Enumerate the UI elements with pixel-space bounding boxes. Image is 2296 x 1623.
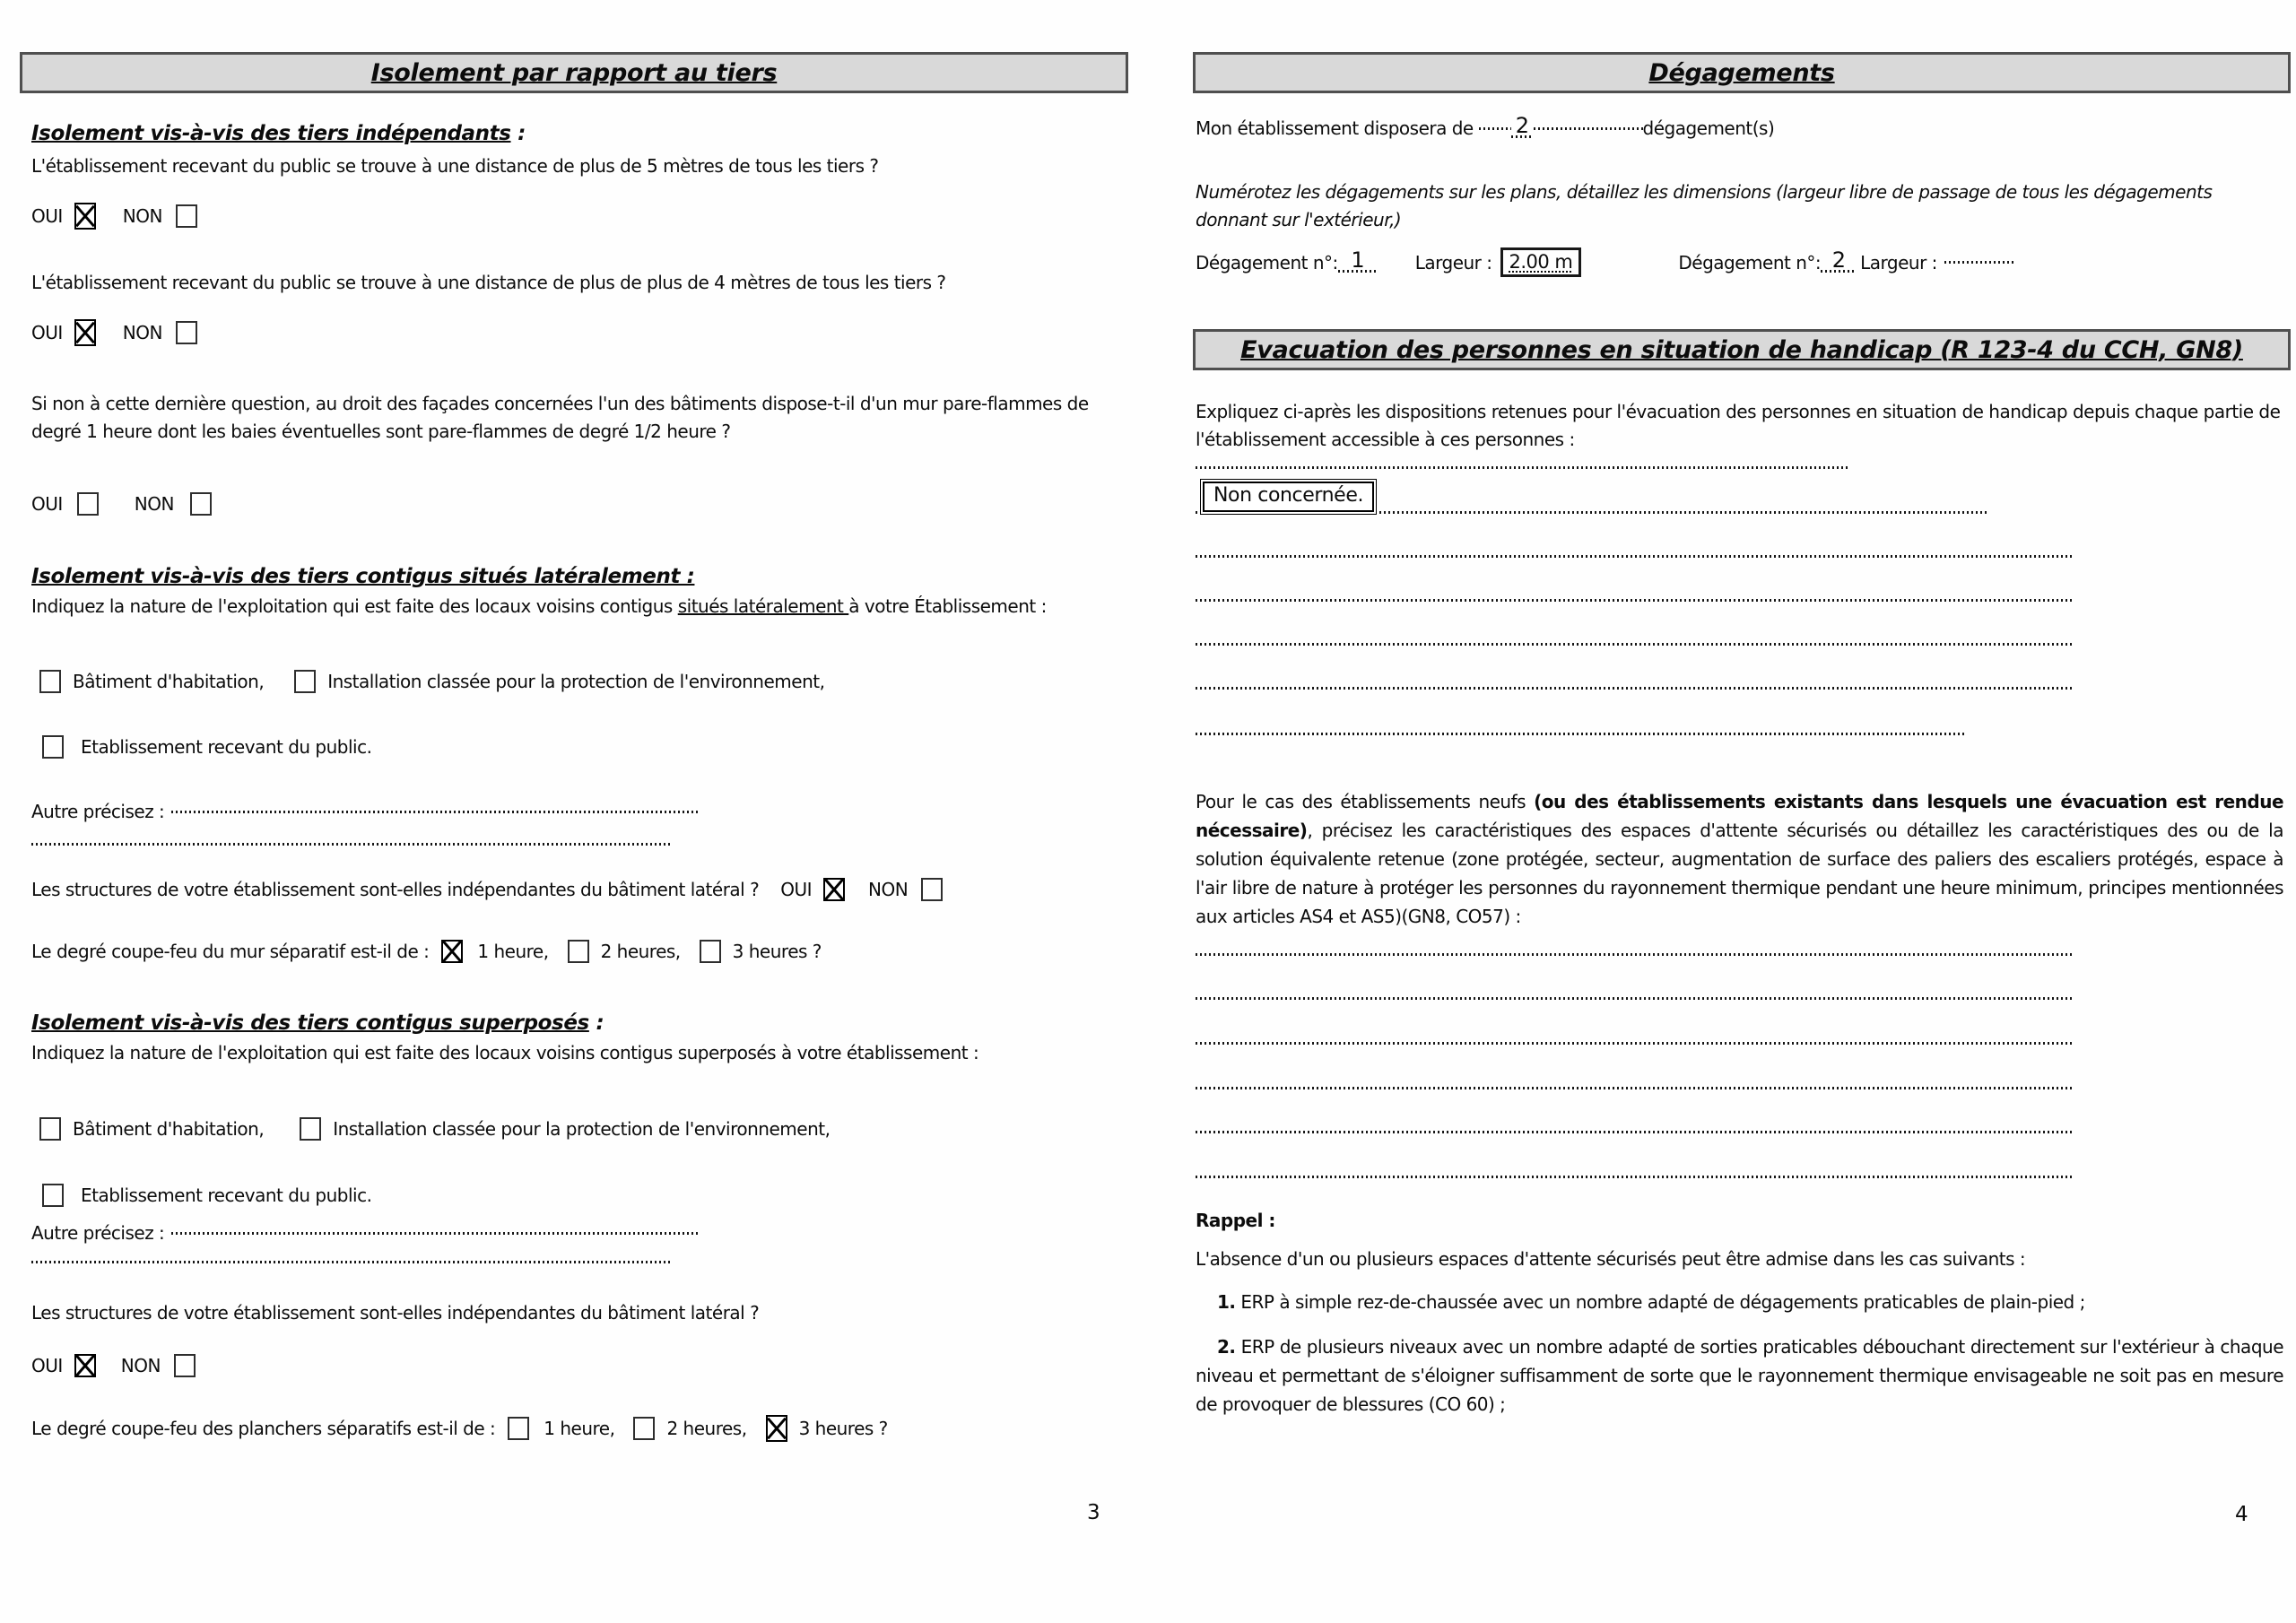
label-lat-habitation: Bâtiment d'habitation,: [73, 671, 265, 692]
non-label: NON: [120, 1355, 161, 1376]
checkbox-mur-3h[interactable]: [700, 940, 721, 963]
answer-line[interactable]: [1196, 555, 2073, 558]
checkbox-plancher-2h[interactable]: [633, 1417, 655, 1440]
answer-line[interactable]: [1196, 466, 1848, 469]
checkbox-lat-erp[interactable]: [42, 735, 64, 759]
degagement-2-value[interactable]: 2: [1821, 249, 1857, 273]
answer-line[interactable]: [1196, 599, 2073, 602]
checkbox-4m-oui[interactable]: [74, 319, 96, 346]
label-sup-habitation: Bâtiment d'habitation,: [73, 1118, 265, 1140]
degagement-1-label: Dégagement n°:: [1196, 251, 1338, 273]
checkbox-mur-1h[interactable]: [441, 940, 463, 963]
checkbox-structures-sup-non[interactable]: [174, 1354, 196, 1377]
checkbox-row-lateralement-2: [42, 735, 371, 759]
degagements-row: [1196, 247, 2014, 277]
degagement-2-label: Dégagement n°:: [1678, 251, 1822, 273]
pour-le-cas-paragraph: Pour le cas des établissements neufs (ou des établissements existants dans lesquels une évacuation est rendue nécessaire), précisez les caractéristiques des espaces d'attente sécurisés ou détaillez les caractéristiques des ou de la solution équivalente retenue (zone protégée, secteur, augmentation de surface des paliers des escaliers protégés, espace à l'air libre de nature à protéger les personnes du rayonnement thermique pendant une heure minimum, principes mentionnées aux articles AS4 et AS5)(GN8, CO57) :: [1196, 791, 2284, 927]
answer-row-murs: [31, 492, 212, 516]
answer-line: [1534, 127, 1643, 130]
checkbox-row-lateralement-1: [39, 670, 824, 693]
label-2-heures: 2 heures,: [600, 941, 681, 962]
intro-lateralement: Indiquez la nature de l'exploitation qui est faite des locaux voisins contigus situés latéralement à votre Établissement :: [31, 595, 1047, 617]
answer-line[interactable]: [1196, 953, 2073, 956]
answer-line: [1479, 127, 1511, 130]
evacuation-header-bar: [1193, 329, 2291, 370]
page-number-left: 3: [1087, 1501, 1100, 1524]
subsection-title-independants: Isolement vis-à-vis des tiers indépendants :: [31, 122, 526, 145]
autre-precisez-lateralement: [31, 801, 699, 822]
answer-line[interactable]: [1196, 1131, 2073, 1133]
answer-line[interactable]: [1944, 261, 2014, 264]
oui-label: OUI: [31, 205, 63, 227]
answer-row-4m: [31, 319, 197, 346]
answer-line[interactable]: [31, 1261, 670, 1263]
label-sup-icpe: Installation classée pour la protection de l'environnement,: [333, 1118, 831, 1140]
answer-line[interactable]: [171, 811, 699, 813]
subsection-title-superposes: Isolement vis-à-vis des tiers contigus superposés :: [31, 1011, 604, 1035]
page-number-right: 4: [2235, 1503, 2248, 1526]
label-3-heures: 3 heures ?: [798, 1418, 888, 1439]
oui-label: OUI: [31, 322, 63, 343]
largeur-2-label: Largeur :: [1860, 251, 1937, 273]
checkbox-structures-lat-oui[interactable]: [823, 878, 845, 901]
non-label: NON: [867, 879, 909, 900]
right-section-header-bar: [1193, 52, 2291, 93]
question-structures-sup: Les structures de votre établissement sont-elles indépendantes du bâtiment latéral ?: [31, 1302, 760, 1324]
right-section-title: Dégagements: [1648, 58, 1835, 87]
answer-line[interactable]: [1196, 733, 1967, 735]
label-1-heure: 1 heure,: [477, 941, 549, 962]
checkbox-row-superposes-2: [42, 1184, 371, 1207]
checkbox-structures-sup-oui[interactable]: [74, 1354, 96, 1377]
non-label: NON: [122, 205, 162, 227]
checkbox-4m-non[interactable]: [176, 321, 197, 344]
answer-row-5m: [31, 203, 197, 230]
checkbox-murs-non[interactable]: [190, 492, 212, 516]
checkbox-murs-oui[interactable]: [77, 492, 99, 516]
answer-row-degre-planchers: [31, 1415, 888, 1442]
non-label: NON: [134, 493, 174, 515]
degagement-1-value[interactable]: 1: [1338, 249, 1378, 273]
largeur-1-label: Largeur :: [1414, 251, 1492, 273]
label-1-heure: 1 heure,: [544, 1418, 615, 1439]
answer-line[interactable]: [1196, 1042, 2073, 1045]
oui-label: OUI: [780, 879, 812, 900]
answer-row-structures-sup: [31, 1354, 196, 1377]
disposera-row: [1196, 113, 1775, 140]
left-section-title: Isolement par rapport au tiers: [370, 58, 778, 87]
rappel-label: Rappel :: [1196, 1210, 1275, 1231]
absence-text: L'absence d'un ou plusieurs espaces d'attente sécurisés peut être admise dans les cas suivants :: [1196, 1248, 2026, 1270]
answer-line[interactable]: [171, 1232, 699, 1235]
disposera-value[interactable]: 2: [1511, 115, 1534, 138]
note-numerotez: Numérotez les dégagements sur les plans, détaillez les dimensions (largeur libre de passage de tous les dégagements donnant sur l'extérieur,): [1196, 181, 2213, 230]
checkbox-row-superposes-1: [39, 1117, 830, 1141]
evacuation-title: Evacuation des personnes en situation de handicap (R 123-4 du CCH, GN8): [1240, 335, 2243, 364]
checkbox-structures-lat-non[interactable]: [921, 878, 943, 901]
rappel-item-1: 1. ERP à simple rez-de-chaussée avec un nombre adapté de dégagements praticables de plain-pied ;: [1217, 1291, 2085, 1313]
checkbox-5m-non[interactable]: [176, 204, 197, 228]
rappel-item-2: 2. ERP de plusieurs niveaux avec un nombre adapté de sorties praticables débouchant directement sur l'extérieur à chaque niveau et permettant de s'éloigner suffisamment de sorte que le rayonnement thermique envisageable ne soit pas en mesure de provoquer de blessures (CO 60) ;: [1196, 1336, 2283, 1415]
answer-line[interactable]: [1196, 997, 2073, 1000]
question-5m: L'établissement recevant du public se trouve à une distance de plus de 5 mètres de tous les tiers ?: [31, 155, 879, 177]
question-degre-mur: Le degré coupe-feu du mur séparatif est-il de :: [31, 941, 430, 962]
checkbox-sup-erp[interactable]: [42, 1184, 64, 1207]
checkbox-lat-icpe[interactable]: [294, 670, 316, 693]
label-lat-erp: Etablissement recevant du public.: [81, 736, 372, 758]
question-structures-lat: Les structures de votre établissement sont-elles indépendantes du bâtiment latéral ?: [31, 879, 760, 900]
largeur-1-value[interactable]: 2.00 m: [1500, 247, 1582, 277]
answer-line[interactable]: [1196, 1087, 2073, 1089]
expliquez-text: Expliquez ci-après les dispositions retenues pour l'évacuation des personnes en situation de handicap depuis chaque partie de l'établissement accessible à ces personnes :: [1196, 401, 2281, 450]
answer-line[interactable]: [1196, 643, 2073, 646]
label-lat-icpe: Installation classée pour la protection de l'environnement,: [327, 671, 825, 692]
autre-precisez-superposes: [31, 1222, 699, 1244]
checkbox-5m-oui[interactable]: [74, 203, 96, 230]
oui-label: OUI: [31, 1355, 63, 1376]
question-murs: Si non à cette dernière question, au droit des façades concernées l'un des bâtiments dispose-t-il d'un mur pare-flammes de degré 1 heure dont les baies éventuelles sont pare-flammes de degré 1/2 heure ?: [31, 393, 1089, 442]
autre-precisez-label: Autre précisez :: [31, 801, 165, 822]
checkbox-sup-icpe[interactable]: [300, 1117, 321, 1141]
checkbox-lat-habitation[interactable]: [39, 670, 61, 693]
question-degre-planchers: Le degré coupe-feu des planchers séparatifs est-il de :: [31, 1418, 496, 1439]
subsection-title-lateralement: Isolement vis-à-vis des tiers contigus situés latéralement :: [31, 565, 695, 588]
intro-superposes: Indiquez la nature de l'exploitation qui est faite des locaux voisins contigus superposés à votre établissement :: [31, 1042, 979, 1063]
label-2-heures: 2 heures,: [666, 1418, 747, 1439]
checkbox-plancher-3h[interactable]: [766, 1415, 787, 1442]
answer-row-degre-mur: [31, 940, 822, 963]
disposera-text-suffix: dégagement(s): [1642, 117, 1775, 139]
non-concernee-value[interactable]: Non concernée.: [1203, 482, 1374, 512]
answer-line[interactable]: [31, 843, 670, 846]
left-section-header-bar: [20, 52, 1128, 93]
disposera-text: Mon établissement disposera de: [1196, 117, 1474, 139]
answer-row-structures-lat: [31, 878, 943, 901]
answer-line[interactable]: [1196, 687, 2073, 690]
answer-line[interactable]: [1196, 1176, 2073, 1178]
question-4m: L'établissement recevant du public se trouve à une distance de plus de plus de 4 mètres de tous les tiers ?: [31, 272, 946, 293]
non-label: NON: [122, 322, 162, 343]
checkbox-plancher-1h[interactable]: [508, 1417, 529, 1440]
checkbox-mur-2h[interactable]: [568, 940, 589, 963]
autre-precisez-label: Autre précisez :: [31, 1222, 165, 1244]
oui-label: OUI: [31, 493, 63, 515]
checkbox-sup-habitation[interactable]: [39, 1117, 61, 1141]
non-concernee-box[interactable]: [1200, 479, 1377, 515]
label-sup-erp: Etablissement recevant du public.: [81, 1185, 372, 1206]
label-3-heures: 3 heures ?: [732, 941, 822, 962]
